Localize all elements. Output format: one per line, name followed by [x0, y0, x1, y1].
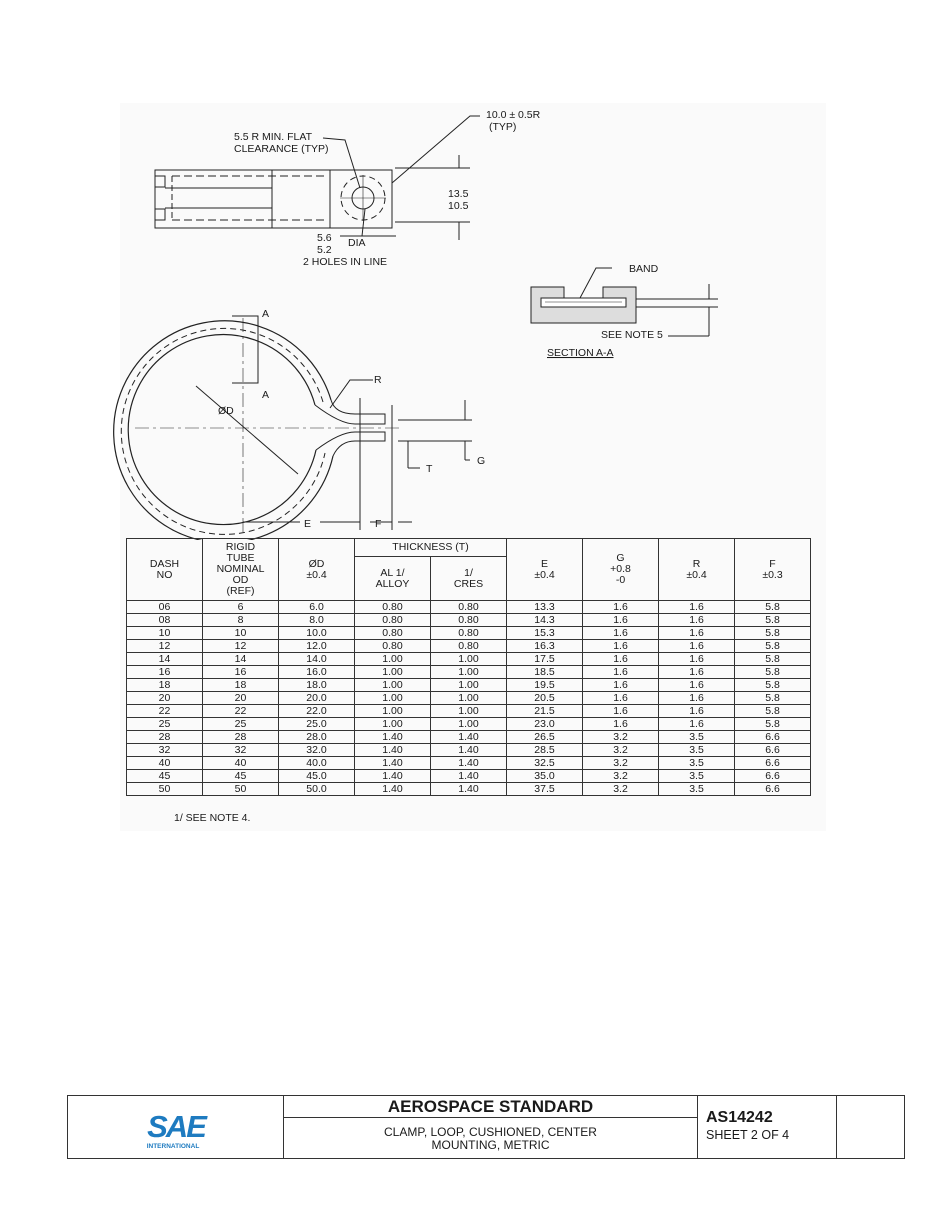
cell-cres: 1.00	[431, 705, 507, 718]
cell-tube: 12	[203, 640, 279, 653]
cell-f: 6.6	[735, 757, 811, 770]
cell-g: 1.6	[583, 692, 659, 705]
header-dash-no: DASH NO	[127, 539, 203, 601]
cell-f: 6.6	[735, 744, 811, 757]
cell-al: 1.00	[355, 679, 431, 692]
cell-f: 6.6	[735, 770, 811, 783]
cell-f: 5.8	[735, 601, 811, 614]
radius-label: R	[374, 374, 382, 386]
cell-od: 16.0	[279, 666, 355, 679]
cell-cres: 0.80	[431, 627, 507, 640]
cell-od: 12.0	[279, 640, 355, 653]
cell-r: 1.6	[659, 601, 735, 614]
cell-al: 1.00	[355, 666, 431, 679]
cell-g: 1.6	[583, 705, 659, 718]
table-row	[127, 601, 811, 614]
cell-f: 5.8	[735, 640, 811, 653]
flat-clearance-label-1: 5.5 R MIN. FLAT	[234, 131, 312, 143]
cell-od: 45.0	[279, 770, 355, 783]
description-line-2: MOUNTING, METRIC	[431, 1138, 550, 1152]
cell-e: 23.0	[507, 718, 583, 731]
revision-cell	[837, 1096, 904, 1158]
table-row	[127, 770, 811, 783]
cell-r: 1.6	[659, 653, 735, 666]
cell-od: 20.0	[279, 692, 355, 705]
cell-tube: 25	[203, 718, 279, 731]
cell-cres: 1.00	[431, 718, 507, 731]
cell-g: 3.2	[583, 731, 659, 744]
cell-tube: 8	[203, 614, 279, 627]
cell-od: 40.0	[279, 757, 355, 770]
cell-od: 22.0	[279, 705, 355, 718]
cell-od: 50.0	[279, 783, 355, 796]
header-e: E ±0.4	[507, 539, 583, 601]
cell-dash: 45	[127, 770, 203, 783]
cell-al: 1.40	[355, 770, 431, 783]
table-row	[127, 692, 811, 705]
cell-cres: 0.80	[431, 640, 507, 653]
table-row	[127, 744, 811, 757]
header-rigid-tube: RIGID TUBE NOMINAL OD (REF)	[203, 539, 279, 601]
cell-cres: 0.80	[431, 601, 507, 614]
cell-cres: 1.40	[431, 770, 507, 783]
cell-dash: 28	[127, 731, 203, 744]
cell-r: 3.5	[659, 757, 735, 770]
cell-od: 14.0	[279, 653, 355, 666]
cell-tube: 14	[203, 653, 279, 666]
cell-dash: 20	[127, 692, 203, 705]
hole-min-value: 5.2	[317, 244, 332, 256]
cell-r: 1.6	[659, 666, 735, 679]
cell-tube: 18	[203, 679, 279, 692]
footnote: 1/ SEE NOTE 4.	[174, 812, 251, 824]
document-number-cell	[698, 1096, 837, 1158]
cell-al: 1.00	[355, 692, 431, 705]
header-g: G +0.8 -0	[583, 539, 659, 601]
cell-e: 28.5	[507, 744, 583, 757]
sheet-number: SHEET 2 OF 4	[706, 1128, 790, 1142]
cell-tube: 6	[203, 601, 279, 614]
cell-r: 3.5	[659, 783, 735, 796]
table-row	[127, 627, 811, 640]
dimensions-table	[126, 538, 811, 796]
cell-al: 1.00	[355, 718, 431, 731]
height-min-value: 10.5	[448, 200, 469, 212]
cell-f: 5.8	[735, 705, 811, 718]
dim-f-label: F	[375, 518, 382, 530]
header-od: ØD ±0.4	[279, 539, 355, 601]
section-title: SECTION A-A	[547, 347, 614, 359]
cell-dash: 25	[127, 718, 203, 731]
header-thickness: THICKNESS (T)	[355, 539, 507, 557]
sae-logo	[68, 1096, 284, 1158]
cell-f: 6.6	[735, 731, 811, 744]
cell-dash: 50	[127, 783, 203, 796]
cell-dash: 16	[127, 666, 203, 679]
cell-r: 1.6	[659, 627, 735, 640]
document-number: AS14242	[706, 1109, 773, 1126]
cell-cres: 1.40	[431, 757, 507, 770]
cell-cres: 0.80	[431, 614, 507, 627]
cell-e: 20.5	[507, 692, 583, 705]
table-row	[127, 757, 811, 770]
cell-r: 3.5	[659, 744, 735, 757]
cell-tube: 32	[203, 744, 279, 757]
cell-e: 26.5	[507, 731, 583, 744]
cell-g: 3.2	[583, 744, 659, 757]
cell-tube: 50	[203, 783, 279, 796]
cell-al: 1.40	[355, 744, 431, 757]
cell-od: 32.0	[279, 744, 355, 757]
hole-dia-label: DIA	[348, 237, 366, 249]
cell-e: 37.5	[507, 783, 583, 796]
table-row	[127, 783, 811, 796]
cell-cres: 1.00	[431, 666, 507, 679]
cell-f: 5.8	[735, 666, 811, 679]
header-f: F ±0.3	[735, 539, 811, 601]
cell-od: 28.0	[279, 731, 355, 744]
section-a-a-view	[531, 268, 718, 336]
cell-e: 14.3	[507, 614, 583, 627]
cell-e: 21.5	[507, 705, 583, 718]
cell-cres: 1.00	[431, 653, 507, 666]
cell-tube: 16	[203, 666, 279, 679]
cell-r: 1.6	[659, 705, 735, 718]
cell-dash: 14	[127, 653, 203, 666]
cell-al: 1.40	[355, 757, 431, 770]
clamp-drawing	[0, 0, 950, 540]
cell-e: 17.5	[507, 653, 583, 666]
description-line-1: CLAMP, LOOP, CUSHIONED, CENTER	[384, 1125, 597, 1139]
cell-r: 3.5	[659, 770, 735, 783]
cell-tube: 40	[203, 757, 279, 770]
height-max-value: 13.5	[448, 188, 469, 200]
cell-g: 3.2	[583, 770, 659, 783]
cell-dash: 08	[127, 614, 203, 627]
cell-r: 1.6	[659, 718, 735, 731]
cell-e: 15.3	[507, 627, 583, 640]
cell-cres: 1.40	[431, 731, 507, 744]
table-row	[127, 679, 811, 692]
logo-cell	[68, 1096, 284, 1158]
see-note-5-label: SEE NOTE 5	[601, 329, 663, 341]
cell-al: 0.80	[355, 601, 431, 614]
cell-g: 1.6	[583, 614, 659, 627]
table-row	[127, 653, 811, 666]
cell-e: 32.5	[507, 757, 583, 770]
standard-title: AEROSPACE STANDARD	[284, 1096, 698, 1118]
cell-g: 1.6	[583, 653, 659, 666]
cell-cres: 1.00	[431, 692, 507, 705]
cell-od: 10.0	[279, 627, 355, 640]
cell-dash: 06	[127, 601, 203, 614]
cell-dash: 40	[127, 757, 203, 770]
cell-al: 0.80	[355, 614, 431, 627]
cell-f: 5.8	[735, 627, 811, 640]
table-row	[127, 705, 811, 718]
corner-radius-label: 10.0 ± 0.5R	[486, 109, 541, 121]
header-cres: 1/ CRES	[431, 557, 507, 601]
cell-dash: 10	[127, 627, 203, 640]
cell-f: 5.8	[735, 614, 811, 627]
cell-e: 18.5	[507, 666, 583, 679]
section-mark-bottom: A	[262, 389, 270, 401]
cell-al: 1.40	[355, 783, 431, 796]
table-row	[127, 640, 811, 653]
cell-g: 3.2	[583, 783, 659, 796]
cell-dash: 22	[127, 705, 203, 718]
cell-tube: 20	[203, 692, 279, 705]
cell-al: 0.80	[355, 627, 431, 640]
cell-od: 25.0	[279, 718, 355, 731]
cell-f: 5.8	[735, 692, 811, 705]
section-mark-top: A	[262, 308, 270, 320]
sae-logo-subtext: INTERNATIONAL	[146, 1143, 200, 1150]
cell-cres: 1.00	[431, 679, 507, 692]
cell-tube: 45	[203, 770, 279, 783]
title-block	[67, 1095, 905, 1159]
cell-r: 1.6	[659, 692, 735, 705]
document-description	[284, 1118, 698, 1158]
table-row	[127, 731, 811, 744]
cell-al: 1.00	[355, 705, 431, 718]
sae-logo-text: SAE	[147, 1109, 205, 1144]
flat-clearance-label-2: CLEARANCE (TYP)	[234, 143, 329, 155]
cell-r: 1.6	[659, 614, 735, 627]
cell-e: 19.5	[507, 679, 583, 692]
loop-clamp-view	[114, 316, 472, 540]
cell-e: 16.3	[507, 640, 583, 653]
cell-dash: 12	[127, 640, 203, 653]
cell-r: 1.6	[659, 679, 735, 692]
thickness-label: T	[426, 463, 433, 475]
table-row	[127, 718, 811, 731]
cell-r: 3.5	[659, 731, 735, 744]
gap-label: G	[477, 455, 486, 467]
cell-g: 1.6	[583, 679, 659, 692]
band-label: BAND	[629, 263, 659, 275]
cell-al: 0.80	[355, 640, 431, 653]
corner-radius-typ-label: (TYP)	[489, 121, 517, 133]
cell-od: 18.0	[279, 679, 355, 692]
cell-f: 6.6	[735, 783, 811, 796]
cell-g: 1.6	[583, 666, 659, 679]
cell-od: 8.0	[279, 614, 355, 627]
cell-tube: 22	[203, 705, 279, 718]
cell-tube: 10	[203, 627, 279, 640]
dim-e-label: E	[304, 518, 312, 530]
cell-g: 3.2	[583, 757, 659, 770]
cell-od: 6.0	[279, 601, 355, 614]
cell-cres: 1.40	[431, 783, 507, 796]
cell-f: 5.8	[735, 653, 811, 666]
table-row	[127, 666, 811, 679]
cell-r: 1.6	[659, 640, 735, 653]
cell-g: 1.6	[583, 601, 659, 614]
cell-f: 5.8	[735, 679, 811, 692]
table-row	[127, 614, 811, 627]
flat-view	[155, 116, 480, 240]
dimensions-table-body	[127, 601, 811, 796]
cell-cres: 1.40	[431, 744, 507, 757]
cell-al: 1.00	[355, 653, 431, 666]
cell-g: 1.6	[583, 627, 659, 640]
header-r: R ±0.4	[659, 539, 735, 601]
cell-f: 5.8	[735, 718, 811, 731]
cell-e: 13.3	[507, 601, 583, 614]
cell-g: 1.6	[583, 640, 659, 653]
cell-al: 1.40	[355, 731, 431, 744]
holes-in-line-label: 2 HOLES IN LINE	[303, 256, 388, 268]
diameter-label: ØD	[218, 405, 234, 417]
cell-e: 35.0	[507, 770, 583, 783]
header-al-alloy: AL 1/ ALLOY	[355, 557, 431, 601]
cell-dash: 32	[127, 744, 203, 757]
cell-tube: 28	[203, 731, 279, 744]
cell-dash: 18	[127, 679, 203, 692]
cell-g: 1.6	[583, 718, 659, 731]
hole-max-value: 5.6	[317, 232, 332, 244]
